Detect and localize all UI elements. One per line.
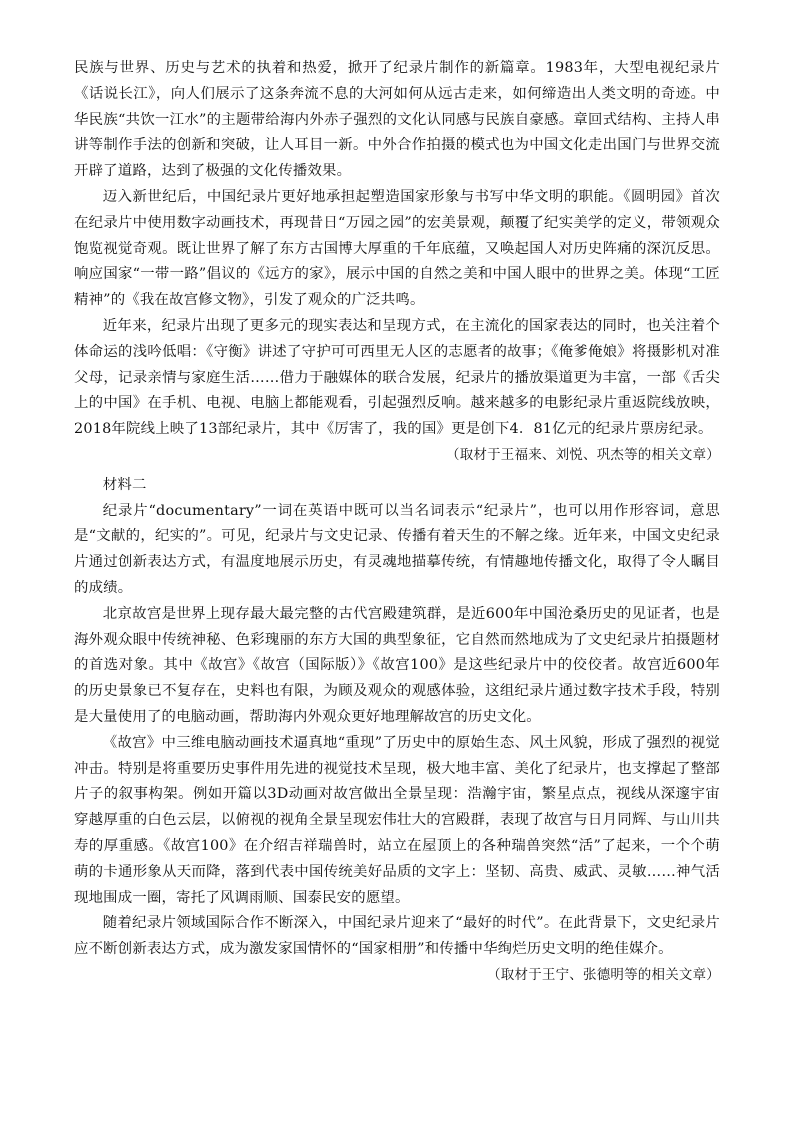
paragraph-best-era: 随着纪录片领域国际合作不断深入，中国纪录片迎来了“最好的时代”。在此背景下，文史纪录片应不断创新表达方式，成为激发家国情怀的“国家相册”和传播中华绚烂历史文明的绝佳媒介。 [74, 915, 720, 958]
paragraph-3d-animation: 《故宫》中三维电脑动画技术逼真地“重现”了历史中的原始生态、风土风貌，形成了强烈的视觉冲击。特别是将重要历史事件用先进的视觉技术呈现，极大地丰富、美化了纪录片，也支撑起了整部片子的叙事构架。例如开篇以3D动画对故宫做出全景呈现：浩瀚宇宙，繁星点点，视线从深邃宇宙穿越厚重的白色云层，以俯视的视角全景呈现宏伟壮大的宫殿群，表现了故宫与日月同辉、与山川共寿的厚重感。《故宫100》在介绍吉祥瑞兽时，站立在屋顶上的各种瑞兽突然“活”了起来，一个个萌萌的卡通形象从天而降，落到代表中国传统美好品质的文字上：坚韧、高贵、威武、灵敏……神气活现地围成一圈，寄托了风调雨顺、国泰民安的愿望。 [74, 734, 720, 906]
source-citation-1: （取材于王福来、刘悦、巩杰等的相关文章） [446, 446, 720, 463]
material-two-heading: 材料二 [102, 476, 147, 493]
paragraph-documentary-history-1983: 民族与世界、历史与艺术的执着和热爱，掀开了纪录片制作的新篇章。1983年，大型电视纪录片《话说长江》，向人们展示了这条奔流不息的大河如何从远古走来，如何缔造出人类文明的奇迹。中华民族“共饮一江水”的主题带给海内外赤子强烈的文化认同感与民族自豪感。章回式结构、主持人串讲等制作手法的创新和突破，让人耳目一新。中外合作拍摄的模式也为中国文化走出国门与世界交流开辟了道路，达到了极强的文化传播效果。 [74, 60, 720, 180]
paragraph-recent-years: 近年来，纪录片出现了更多元的现实表达和呈现方式，在主流化的国家表达的同时，也关注着个体命运的浅吟低唱：《守衡》讲述了守护可可西里无人区的志愿者的故事；《俺爹俺娘》将摄影机对准父母，记录亲情与家庭生活……借力于融媒体的联合发展，纪录片的播放渠道更为丰富，一部《舌尖上的中国》在手机、电视、电脑上都能观看，引起强烈反响。越来越多的电影纪录片重返院线放映，2018年院线上映了13部纪录片，其中《厉害了，我的国》更是创下4．81亿元的纪录片票房纪录。 [74, 317, 720, 438]
document-page [74, 56, 720, 989]
source-citation-2: （取材于王宁、张德明等的相关文章） [487, 966, 720, 983]
paragraph-forbidden-city: 北京故宫是世界上现存最大最完整的古代宫殿建筑群，是近600年中国沧桑历史的见证者，也是海外观众眼中传统神秘、色彩瑰丽的东方大国的典型象征，它自然而然地成为了文史纪录片拍摄题材的首选对象。其中《故宫》《故宫（国际版）》《故宫100》是这些纪录片中的佼佼者。故宫近600年的历史景象已不复存在，史料也有限，为顾及观众的观感体验，这组纪录片通过数字技术手段，特别是大量使用了的电脑动画，帮助海内外观众更好地理解故宫的历史文化。 [74, 605, 720, 725]
paragraph-new-century: 迈入新世纪后，中国纪录片更好地承担起塑造国家形象与书写中华文明的职能。《圆明园》首次在纪录片中使用数字动画技术，再现昔日“万园之园”的宏美景观，颠覆了纪实美学的定义，带领观众饱览视觉奇观。既让世界了解了东方古国博大厚重的千年底蕴，又唤起国人对历史阵痛的深沉反思。响应国家“一带一路”倡议的《远方的家》，展示中国的自然之美和中国人眼中的世界之美。体现“工匠精神”的《我在故宫修文物》，引发了观众的广泛共鸣。 [74, 188, 720, 309]
paragraph-documentary-definition: 纪录片“documentary”一词在英语中既可以当名词表示“纪录片”，也可以用作形容词，意思是“文献的，纪实的”。可见，纪录片与文史记录、传播有着天生的不解之缘。近年来，中国文史纪录片通过创新表达方式，有温度地展示历史，有灵魂地描摹传统，有情趣地传播文化，取得了令人瞩目的成绩。 [74, 502, 720, 596]
